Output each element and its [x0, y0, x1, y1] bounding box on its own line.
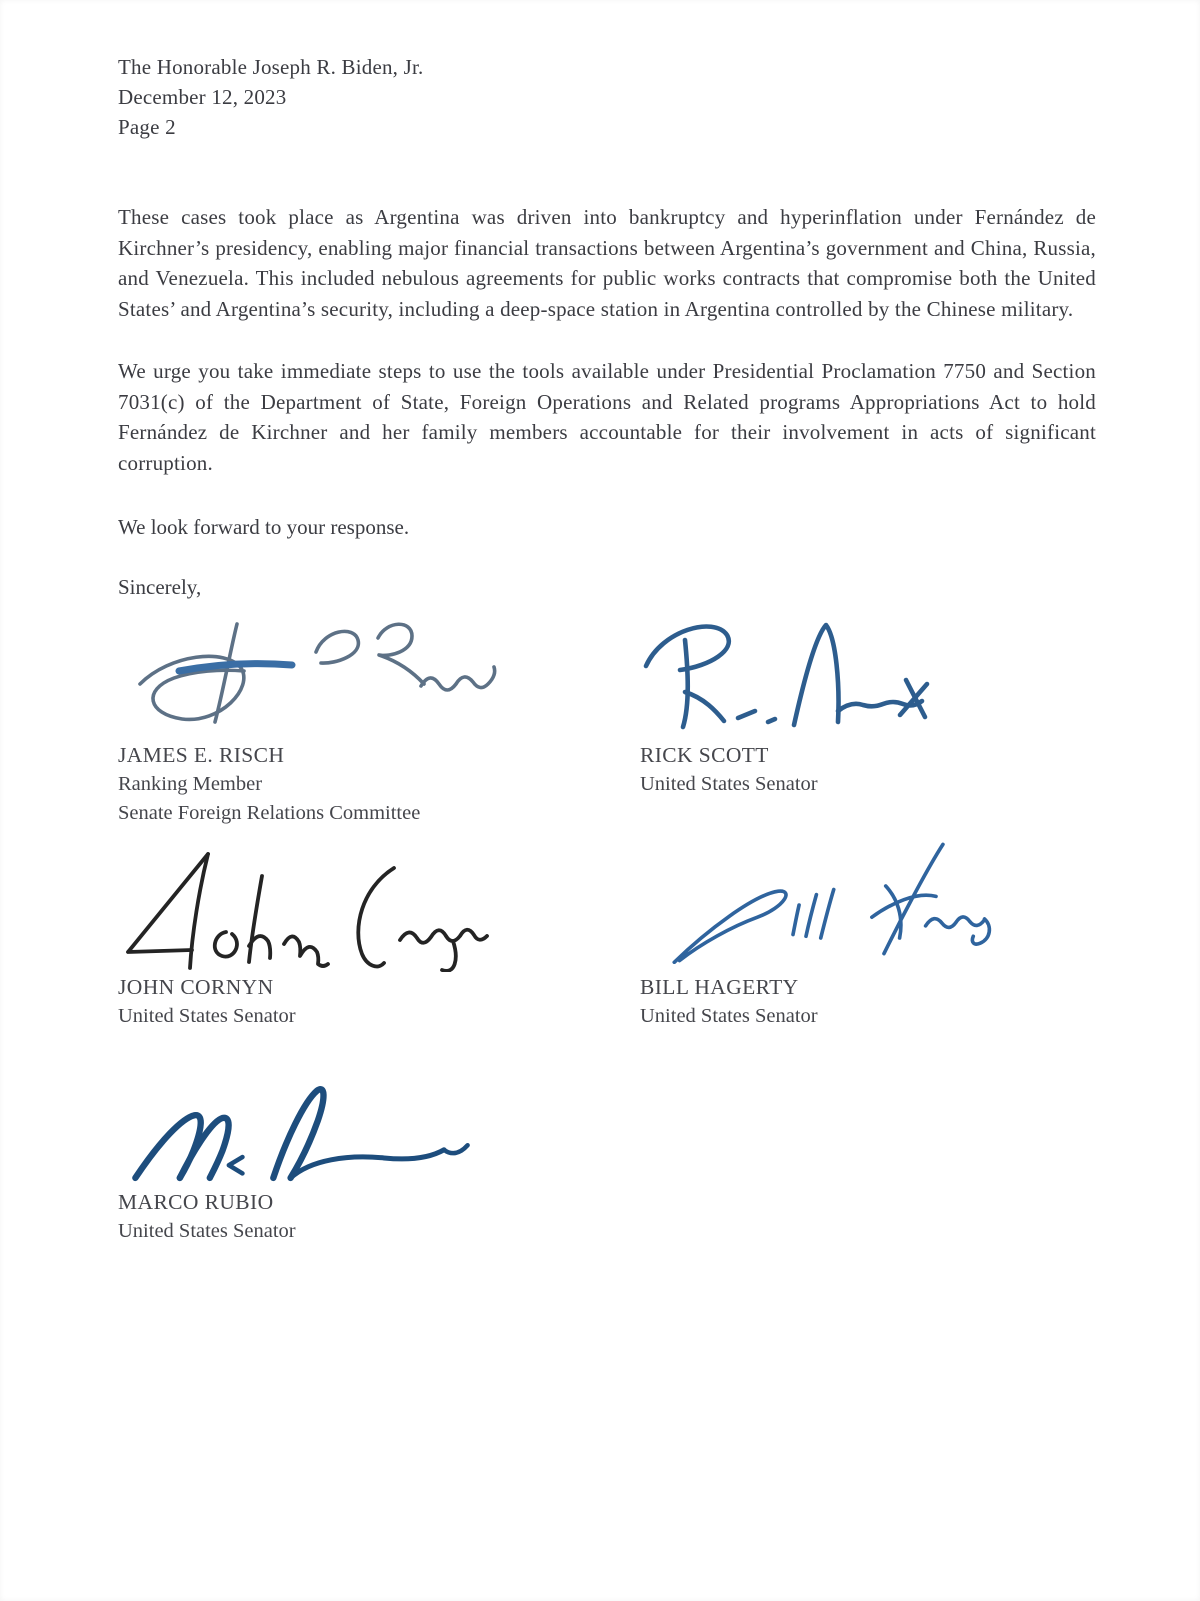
rubio-signature-ink: [106, 1069, 506, 1187]
signature-block-hagerty: [640, 842, 1096, 1031]
signature-block-risch: [118, 608, 640, 828]
signature-row-3: [118, 1069, 1096, 1246]
scott-signature-ink: [622, 608, 962, 740]
signatory-name-risch: JAMES E. RISCH: [118, 743, 285, 767]
signature-block-cornyn: [118, 842, 640, 1031]
signature-row-2: [118, 842, 1096, 1031]
paragraph-1: These cases took place as Argentina was driven into bankruptcy and hyperinflation under Fernández de Kirchner’s presidency, enabling major financial transactions between Argentina’s government and China, Russia, and Venezuela. This included nebulous agreements for public works contracts that compromise both the United States’ and Argentina’s security, including a deep-space station in Argentina controlled by the Chinese military.: [118, 205, 1096, 321]
signatory-name-rubio: MARCO RUBIO: [118, 1190, 274, 1214]
paragraph-2: We urge you take immediate steps to use the tools available under Presidential Proclamation 7750 and Section 7031(c) of the Department of State, Foreign Operations and Related programs Appropriations Act to hold Fernández de Kirchner and her family members accountable for their involvement in acts of significant corruption.: [118, 359, 1096, 475]
cornyn-signature-ink: [108, 842, 528, 972]
signature-row-1: [118, 608, 1096, 828]
signature-row-3-spacer: [640, 1069, 1096, 1246]
signatory-title-hagerty: United States Senator: [640, 1005, 818, 1027]
signatory-name-hagerty: BILL HAGERTY: [640, 975, 799, 999]
signatory-title-risch-1: Ranking Member: [118, 773, 263, 795]
letter-content: [118, 52, 1096, 1246]
signatory-title-rubio: United States Senator: [118, 1220, 296, 1242]
date-line: December 12, 2023: [118, 85, 287, 109]
signatory-name-cornyn: JOHN CORNYN: [118, 975, 274, 999]
signature-block-rubio: [118, 1069, 640, 1246]
signatory-title-risch-2: Senate Foreign Relations Committee: [118, 802, 421, 824]
signatory-title-cornyn: United States Senator: [118, 1005, 296, 1027]
paragraph-3: We look forward to your response.: [118, 515, 410, 539]
recipient-line: The Honorable Joseph R. Biden, Jr.: [118, 55, 424, 79]
closing-salutation: Sincerely,: [118, 575, 202, 599]
letter-header: [118, 52, 1096, 142]
signature-block-scott: [640, 608, 1096, 828]
hagerty-signature-ink: [640, 834, 1050, 964]
page-number-line: Page 2: [118, 115, 176, 139]
signatory-title-scott: United States Senator: [640, 773, 818, 795]
signatory-name-scott: RICK SCOTT: [640, 743, 769, 767]
risch-signature-ink: [124, 608, 544, 740]
